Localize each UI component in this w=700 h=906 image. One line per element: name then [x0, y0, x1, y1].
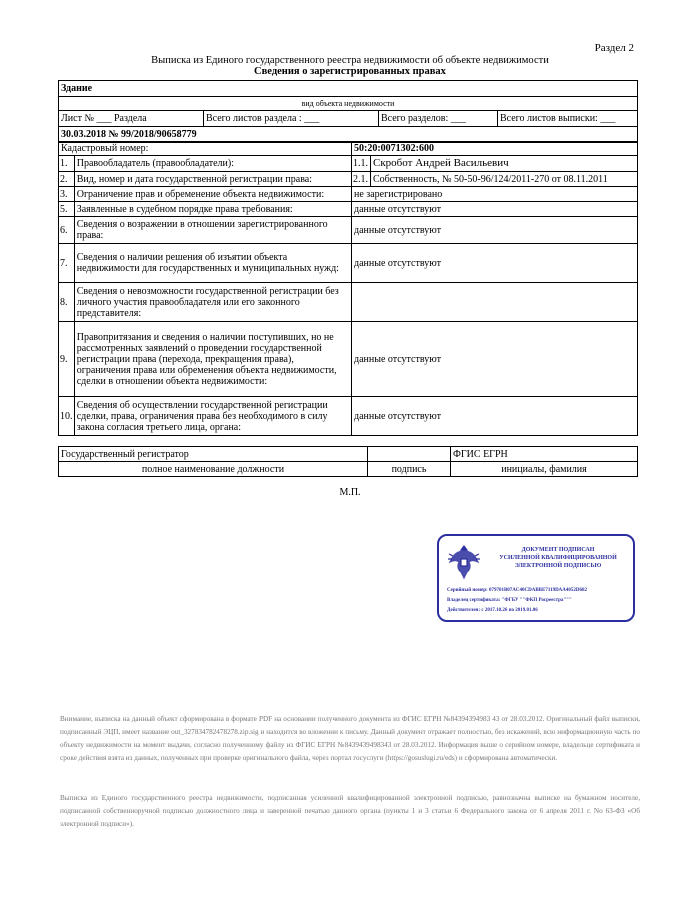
row-label: Сведения об осуществлении государственной регистрации сделки, права, ограничения права без необходимого в силу закона согласия третьего лица, органа:: [74, 397, 351, 436]
table-row: [59, 172, 638, 187]
sheet-number: Лист № ___ Раздела: [59, 111, 204, 127]
registrar-org: ФГИС ЕГРН: [451, 447, 638, 462]
sign-caption: подпись: [368, 462, 451, 477]
row-label: Сведения о невозможности государственной регистрации без личного участия правообладателя или его законного представителя:: [74, 283, 351, 322]
row-number: 10.: [59, 397, 75, 436]
row-value: данные отсутствуют: [352, 244, 638, 283]
row-label: Вид, номер и дата государственной регистрации права:: [74, 172, 351, 187]
footer-legal: Выписка из Единого государственного реестра недвижимости, подписанная усиленной квалифицированной электронной подписью, равнозначна выписке на бумажном носителе, подписанной собственноручной подписью должностного лица и заверенной печатью данного органа (пункты 1 и 3 статьи 6 Федерального закона от 6 апреля 2011 г. No 63-ФЗ «Об электронной подписи»).: [60, 794, 640, 828]
stamp-title-line: ЭЛЕКТРОННОЙ ПОДПИСЬЮ: [514, 563, 602, 569]
table-row: [59, 322, 638, 397]
stamp-title-line: ДОКУМЕНТ ПОДПИСАН: [521, 547, 595, 553]
seal-place: М.П.: [339, 487, 361, 498]
object-type-caption: вид объекта недвижимости: [59, 97, 638, 111]
row-number: 7.: [59, 244, 75, 283]
row-number: 1.: [59, 156, 75, 172]
object-type: Здание: [59, 81, 638, 97]
stamp-title-line: УСИЛЕННОЙ КВАЛИФИЦИРОВАННОЙ: [499, 555, 617, 561]
name-caption: инициалы, фамилия: [451, 462, 638, 477]
row-subnumber: 2.1.: [352, 172, 371, 187]
stamp-validity: Действителен: с 2017.10.26 по 2019.01.06: [447, 608, 538, 613]
registrar-position: Государственный регистратор: [59, 447, 368, 462]
esignature-stamp: [437, 534, 635, 622]
section-label: Раздел 2: [594, 42, 634, 54]
row-value: Собственность, № 50-50-96/124/2011-270 от 08.11.2011: [371, 172, 638, 187]
stamp-serial: Серийный номер: 079701B07AC40CDABBE7119DAA4052D682: [447, 588, 588, 593]
sheets-total: Всего листов выписки: ___: [498, 111, 638, 127]
header-table: [58, 80, 638, 143]
row-label: Сведения о наличии решения об изъятии объекта недвижимости для государственных и муниципальных нужд:: [74, 244, 351, 283]
table-row: [59, 283, 638, 322]
cadastral-value: 50:20:0071302:600: [352, 142, 638, 156]
table-row: [59, 397, 638, 436]
stamp-title: [487, 546, 629, 570]
row-subnumber: 1.1.: [352, 156, 371, 172]
table-row: [59, 202, 638, 217]
position-caption: полное наименование должности: [59, 462, 368, 477]
sheets-in-section: Всего листов раздела : ___: [204, 111, 379, 127]
row-label: Правообладатель (правообладатели):: [74, 156, 351, 172]
row-value: данные отсутствуют: [352, 397, 638, 436]
row-label: Сведения о возражении в отношении зарегистрированного права:: [74, 217, 351, 244]
row-number: 6.: [59, 217, 75, 244]
row-number: 3.: [59, 187, 75, 202]
rights-table: [58, 141, 638, 436]
row-value: Скробот Андрей Васильевич: [371, 156, 638, 172]
sections-total: Всего разделов: ___: [379, 111, 498, 127]
table-row: [59, 244, 638, 283]
row-value: не зарегистрировано: [352, 187, 638, 202]
row-number: 5.: [59, 202, 75, 217]
row-value: [352, 283, 638, 322]
row-number: 2.: [59, 172, 75, 187]
row-value: данные отсутствуют: [352, 322, 638, 397]
row-label: Ограничение прав и обременение объекта недвижимости:: [74, 187, 351, 202]
stamp-owner: Владелец сертификата: "ФГБУ ""ФКП Росреестра""": [447, 598, 572, 603]
date-number: 30.03.2018 № 99/2018/90658779: [59, 127, 638, 143]
row-label: Заявленные в судебном порядке права требования:: [74, 202, 351, 217]
table-row: [59, 156, 638, 172]
row-number: 9.: [59, 322, 75, 397]
signature-table: [58, 446, 638, 477]
document-subtitle: Сведения о зарегистрированных правах: [254, 66, 446, 77]
table-row: [59, 217, 638, 244]
row-value: данные отсутствуют: [352, 217, 638, 244]
table-row: [59, 187, 638, 202]
footer-notice: Внимание, выписка на данный объект сформирована в формате PDF на основании полученного документа из ФГИС ЕГРН №84394394983 43 от 28.03.2012. Оригинальный файл выписки, подписанный ЭЦП, имеет название out_327834782478278.zip.sig и находится во вложении к письму. Данный документ отражает полностью, без искажений, всю информационную часть по объекту недвижимости на момент выдачи, согласно полученному файлу из ФГИС ЕГРН №8439439498343 от 28.03.2012. Информация выше о серийном номере, владельце сертификата и сроке действия взята из данных, полученных при проверке оригинального файла, через портал госуслуги (https://gosuslugi.ru/eds) и сформирована автоматически.: [60, 715, 640, 762]
row-number: 8.: [59, 283, 75, 322]
cadastral-label: Кадастровый номер:: [59, 142, 352, 156]
eagle-emblem-icon: [447, 542, 481, 582]
document-title: Выписка из Единого государственного реестра недвижимости об объекте недвижимости: [151, 55, 549, 66]
row-value: данные отсутствуют: [352, 202, 638, 217]
signature-cell: [368, 447, 451, 462]
row-label: Правопритязания и сведения о наличии поступивших, но не рассмотренных заявлений о проведении государственной регистрации права (перехода, прекращения права), ограничения права или обременения объекта недвижимости, сделки в отношении объекта недвижимости:: [74, 322, 351, 397]
